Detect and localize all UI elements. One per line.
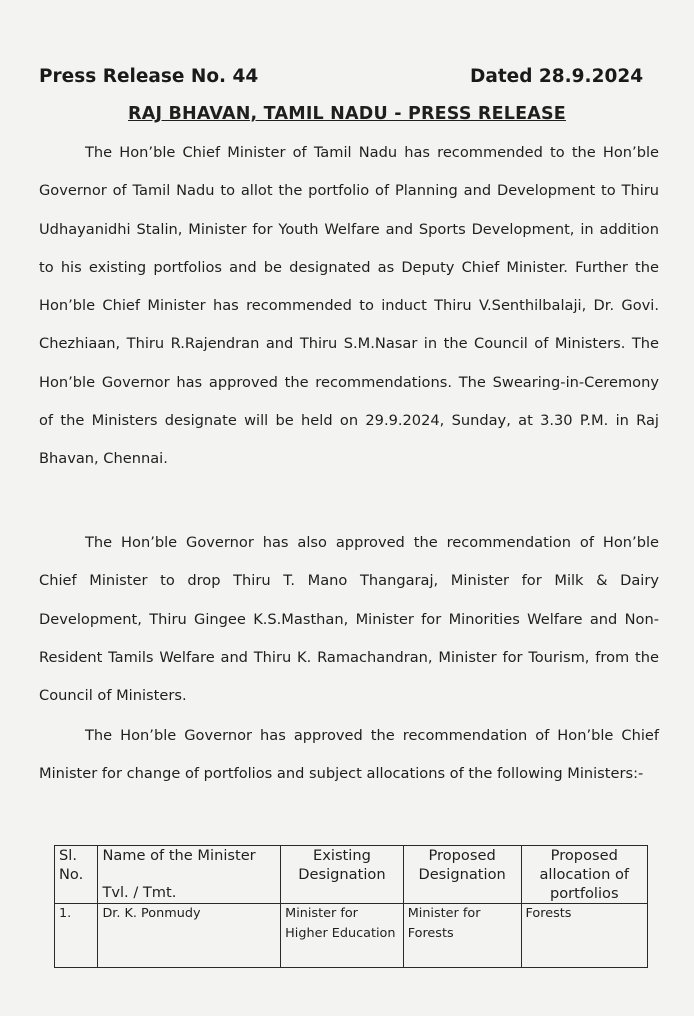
header-proposed-designation: Proposed Designation — [403, 846, 521, 904]
header-name-label: Name of the Minister — [102, 847, 256, 864]
cell-proposed: Minister for Forests — [403, 904, 521, 968]
header-name-sub: Tvl. / Tmt. — [102, 884, 177, 901]
cell-name: Dr. K. Ponmudy — [98, 904, 281, 968]
document-title: RAJ BHAVAN, TAMIL NADU - PRESS RELEASE — [128, 104, 566, 124]
header-name — [98, 846, 281, 904]
paragraph-3 — [39, 717, 659, 794]
ministers-table — [54, 845, 648, 968]
paragraph-1-text: The Hon’ble Chief Minister of Tamil Nadu has recommended to the Hon’ble Governor of Tamil Nadu to allot the portfolio of Planning and Development to Thiru Udhayanidhi Stalin, Minister for Youth Welfare and Sports Development, in addition to his existing portfolios and be designated as Deputy Chief Minister. Further the Hon’ble Chief Minister has recommended to induct Thiru V.Senthilbalaji, Dr. Govi. Chezhiaan, Thiru R.Rajendran and Thiru S.M.Nasar in the Council of Ministers. The Hon’ble Governor has approved the recommendations. The Swearing-in-Ceremony of the Ministers designate will be held on 29.9.2024, Sunday, at 3.30 P.M. in Raj Bhavan, Chennai. — [39, 144, 659, 468]
cell-sl: 1. — [55, 904, 98, 968]
cell-allocation: Forests — [521, 904, 647, 968]
paragraph-2 — [39, 524, 659, 715]
paragraph-2-text: The Hon’ble Governor has also approved the recommendation of Hon’ble Chief Minister to drop Thiru T. Mano Thangaraj, Minister for Milk & Dairy Development, Thiru Gingee K.S.Masthan, Minister for Minorities Welfare and Non-Resident Tamils Welfare and Thiru K. Ramachandran, Minister for Tourism, from the Council of Ministers. — [39, 534, 659, 705]
table-header-row — [55, 846, 648, 904]
header-existing-designation: Existing Designation — [281, 846, 404, 904]
paragraph-3-text: The Hon’ble Governor has approved the recommendation of Hon’ble Chief Minister for change of portfolios and subject allocations of the following Ministers:- — [39, 727, 659, 783]
table-row — [55, 904, 648, 968]
release-date: Dated 28.9.2024 — [470, 66, 644, 87]
cell-existing: Minister for Higher Education — [281, 904, 404, 968]
header-proposed-allocation: Proposed allocation of portfolios — [521, 846, 647, 904]
header-sl-no: Sl. No. — [55, 846, 98, 904]
paragraph-1 — [39, 134, 659, 479]
press-release-number: Press Release No. 44 — [39, 66, 259, 87]
